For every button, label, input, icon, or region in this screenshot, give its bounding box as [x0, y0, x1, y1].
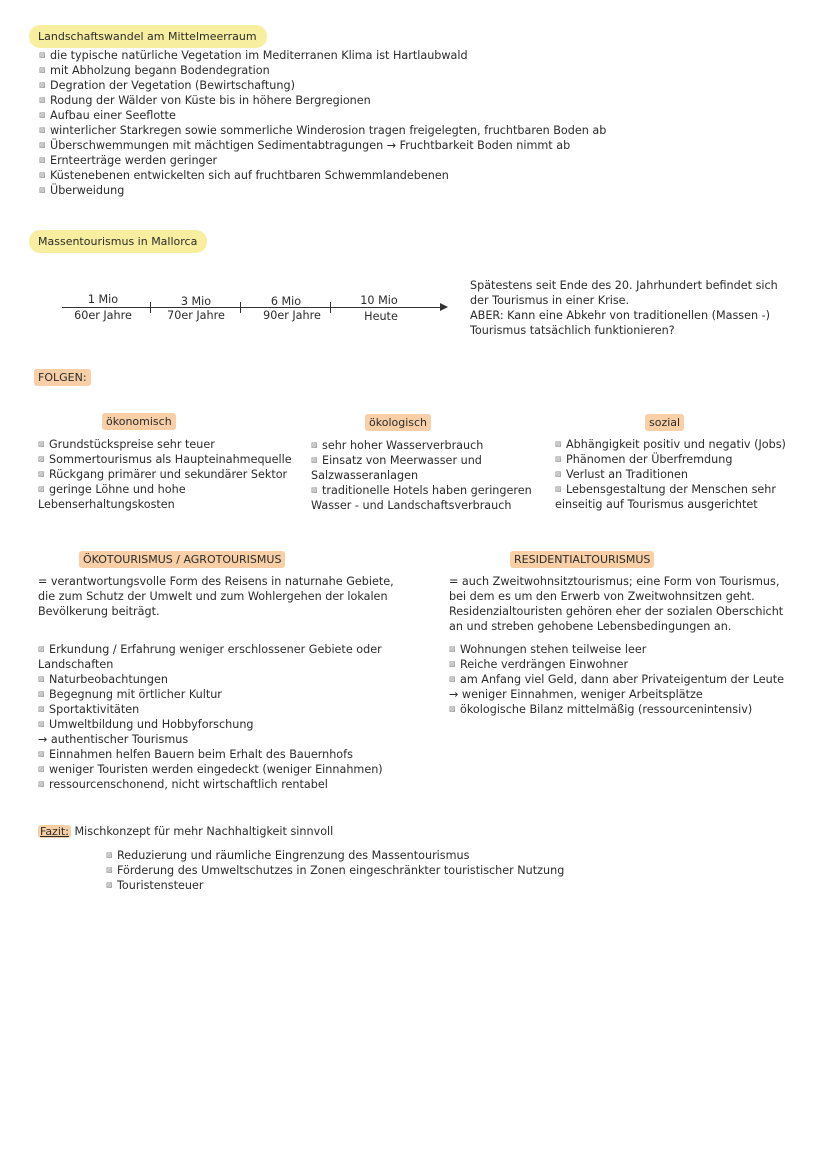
list-item: ▨ Wohnungen stehen teilweise leer — [449, 642, 799, 657]
timeline-arrowhead — [440, 303, 448, 311]
list-item: ▨ Ernteerträge werden geringer — [39, 153, 606, 168]
list-item: → authentischer Tourismus — [38, 733, 189, 746]
timeline-period: Heute — [364, 310, 398, 323]
list-item: → weniger Einnahmen, weniger Arbeitsplätze — [449, 688, 703, 701]
list-item: ▨ Förderung des Umweltschutzes in Zonen eingeschränkter touristischer Nutzung — [106, 863, 564, 878]
list-item: ▨ traditionelle Hotels haben geringeren Wasser - und Landschaftsverbrauch — [311, 483, 546, 513]
timeline-period: 90er Jahre — [263, 309, 321, 322]
list-item: ▨ geringe Löhne und hohe Lebenserhaltungskosten — [38, 482, 228, 512]
list-item: ▨ Degration der Vegetation (Bewirtschaftung) — [39, 78, 606, 93]
list-item: ▨ weniger Touristen werden eingedeckt (weniger Einnahmen) — [38, 762, 388, 777]
list-item: ▨ Umweltbildung und Hobbyforschung — [38, 717, 388, 732]
fazit-list — [106, 848, 564, 893]
list-item: ▨ Phänomen der Überfremdung — [555, 452, 787, 467]
note-line: der Tourismus in einer Krise. — [470, 294, 630, 307]
list-item: ▨ Reduzierung und räumliche Eingrenzung des Massentourismus — [106, 848, 564, 863]
list-item: ▨ Reiche verdrängen Einwohner — [449, 657, 799, 672]
folgen-heading: FOLGEN: — [34, 369, 91, 386]
list-item: ▨ Aufbau einer Seeflotte — [39, 108, 606, 123]
oekonomisch-list — [38, 437, 298, 512]
list-item: ▨ die typische natürliche Vegetation im Mediterranen Klima ist Hartlaubwald — [39, 48, 606, 63]
timeline-period: 60er Jahre — [74, 309, 132, 322]
timeline-value: 6 Mio — [270, 295, 302, 308]
list-item: ▨ Überweidung — [39, 183, 606, 198]
sozial-list — [555, 437, 787, 512]
timeline-value: 3 Mio — [180, 295, 212, 308]
residentialtourismus-list — [449, 642, 799, 717]
list-item: ▨ Rodung der Wälder von Küste bis in höhere Bergregionen — [39, 93, 606, 108]
list-item: ▨ Grundstückspreise sehr teuer — [38, 437, 298, 452]
list-item: ▨ Rückgang primärer und sekundärer Sektor — [38, 467, 298, 482]
list-item: ▨ sehr hoher Wasserverbrauch — [311, 438, 546, 453]
crisis-note — [470, 278, 778, 338]
note-line: Tourismus tatsächlich funktionieren? — [470, 324, 675, 337]
oekologisch-list — [311, 438, 546, 513]
list-item: ▨ Touristensteuer — [106, 878, 564, 893]
timeline-value: 1 Mio — [87, 293, 119, 306]
list-item: ▨ mit Abholzung begann Bodendegration — [39, 63, 606, 78]
note-line: ABER: Kann eine Abkehr von traditionellen (Massen -) — [470, 309, 771, 322]
list-item: ▨ winterlicher Starkregen sowie sommerliche Winderosion tragen freigelegten, fruchtbaren Boden ab — [39, 123, 606, 138]
landschaftswandel-list — [39, 48, 606, 198]
timeline-value: 10 Mio — [360, 294, 398, 307]
oekotourismus-list — [38, 642, 388, 792]
list-item: ▨ Erkundung / Erfahrung weniger erschlossener Gebiete oder Landschaften — [38, 642, 388, 672]
fazit-text: Mischkonzept für mehr Nachhaltigkeit sinnvoll — [74, 825, 334, 838]
list-item: ▨ Überschwemmungen mit mächtigen Sedimentabtragungen → Fruchtbarkeit Boden nimmt ab — [39, 138, 606, 153]
sozial-heading: sozial — [645, 414, 684, 431]
residentialtourismus-heading: RESIDENTIALTOURISMUS — [510, 551, 654, 568]
list-item: ▨ Küstenebenen entwickelten sich auf fruchtbaren Schwemmlandebenen — [39, 168, 606, 183]
oekologisch-heading: ökologisch — [365, 414, 431, 431]
note-line: Spätestens seit Ende des 20. Jahrhundert befindet sich — [470, 279, 778, 292]
fazit-label: Fazit: — [40, 825, 69, 838]
list-item: ▨ Einsatz von Meerwasser und Salzwasseranlagen — [311, 453, 496, 483]
list-item: ▨ Verlust an Traditionen — [555, 467, 787, 482]
list-item: ▨ Lebensgestaltung der Menschen sehr einseitig auf Tourismus ausgerichtet — [555, 482, 787, 512]
timeline-period: 70er Jahre — [167, 309, 225, 322]
list-item: ▨ ressourcenschonend, nicht wirtschaftlich rentabel — [38, 777, 388, 792]
fazit-line — [38, 824, 333, 839]
oekotourismus-definition: = verantwortungsvolle Form des Reisens in naturnahe Gebiete, die zum Schutz der Umwelt und zum Wohlergehen der lokalen Bevölkerung beiträgt. — [38, 575, 394, 618]
list-item: ▨ Einnahmen helfen Bauern beim Erhalt des Bauernhofs — [38, 747, 388, 762]
list-item: ▨ ökologische Bilanz mittelmäßig (ressourcenintensiv) — [449, 702, 799, 717]
section-title-landschaftswandel: Landschaftswandel am Mittelmeerraum — [29, 25, 267, 48]
oekotourismus-heading: ÖKOTOURISMUS / AGROTOURISMUS — [79, 551, 285, 568]
list-item: ▨ Naturbeobachtungen — [38, 672, 388, 687]
section-title-massentourismus: Massentourismus in Mallorca — [29, 230, 207, 253]
list-item: ▨ Begegnung mit örtlicher Kultur — [38, 687, 388, 702]
list-item: ▨ Sportaktivitäten — [38, 702, 388, 717]
list-item: ▨ Sommertourismus als Haupteinahmequelle — [38, 452, 298, 467]
list-item: ▨ Abhängigkeit positiv und negativ (Jobs) — [555, 437, 787, 452]
oekonomisch-heading: ökonomisch — [102, 413, 176, 430]
list-item: ▨ am Anfang viel Geld, dann aber Privateigentum der Leute — [449, 672, 799, 687]
residentialtourismus-definition: = auch Zweitwohnsitztourismus; eine Form von Tourismus, bei dem es um den Erwerb von Zweitwohnsitzen geht. Residenzialtouristen gehören eher der sozialen Oberschicht an und streben gehobene Lebensbedingungen an. — [449, 575, 784, 633]
